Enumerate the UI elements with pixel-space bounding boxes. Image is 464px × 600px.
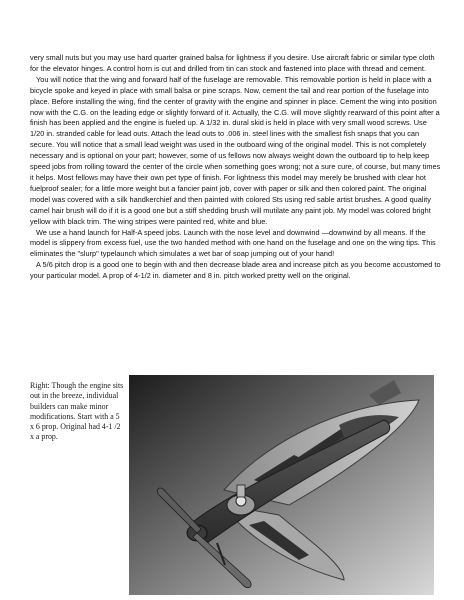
paragraph: You will notice that the wing and forward half of the fuselage are removable. This removable portion is held in place with a bicycle spoke and keyed in place with small balsa or pine scraps. Now, cement the tail and rear portion of the fuselage into place. Before installing the wing, find the center of gravity with the engine and spinner in place. Cement the wing into position now with the C.G. on the leading edge or slightly forward of it. Actually, the C.G. will move slightly rearward of this point after a finish has been applied and the engine is fueled up. A 1/32 in. dural skid is held in place with very small wood screws. Use 1/20 in. stranded cable for lead outs. Attach the lead outs to .006 in. steel lines with the smallest fish snaps that you can secure. You will notice that a small lead weight was used in the outboard wing of the original model. This is not completely necessary and is optional on your part; however, some of us fellows now always weight down the outboard tip to help keep speed jobs from rolling toward the center of the circle when something goes wrong; not a sure cure, of course, but many times it helps. Most fellows may have their own pet type of finish. For lightness this model may merely be brushed with clear hot fuelproof sealer; for a little more weight but a fancier paint job, cover with paper or silk and then colored paint. The original model was covered with a silk handkerchief and then painted with colored Sts using red sable artist brushes. A good quality camel hair brush will do if it is a good one but a stiff shedding brush will mutilate any paint job. My model was colored bright yellow with black trim. The wing stripes were painted red, white and blue. [30, 74, 441, 226]
model-airplane-photo [129, 375, 434, 595]
paragraph: We use a hand launch for Half-A speed jobs. Launch with the nose level and downwind —downwind by all means. If the model is slippery from excess fuel, use the two handed method with one hand on the fuselage and one on the wing tips. This eliminates the "slurp" typelaunch which simulates a wet bar of soap jumping out of your hand! [30, 227, 436, 259]
model-airplane-photo-image [129, 375, 434, 595]
photo-caption: Right: Though the engine sits out in the breeze, individual builders can make minor modifications. Start with a 5 x 6 prop. Original had 4-1 /2 x a prop. [30, 381, 124, 442]
article-body [30, 53, 442, 282]
paragraph: A 5/6 pitch drop is a good one to begin with and then decrease blade area and increase pitch as you become accustomed to your particular model. A prop of 4-1/2 in. diameter and 8 in. pitch worked pretty well on the original. [30, 260, 441, 281]
paragraph: very small nuts but you may use hard quarter grained balsa for lightness if you desire. Use aircraft fabric or similar type cloth for the elevator hinges. A control horn is cut and drilled from tin can stock and fastened into place with thread and cement. [30, 53, 435, 73]
